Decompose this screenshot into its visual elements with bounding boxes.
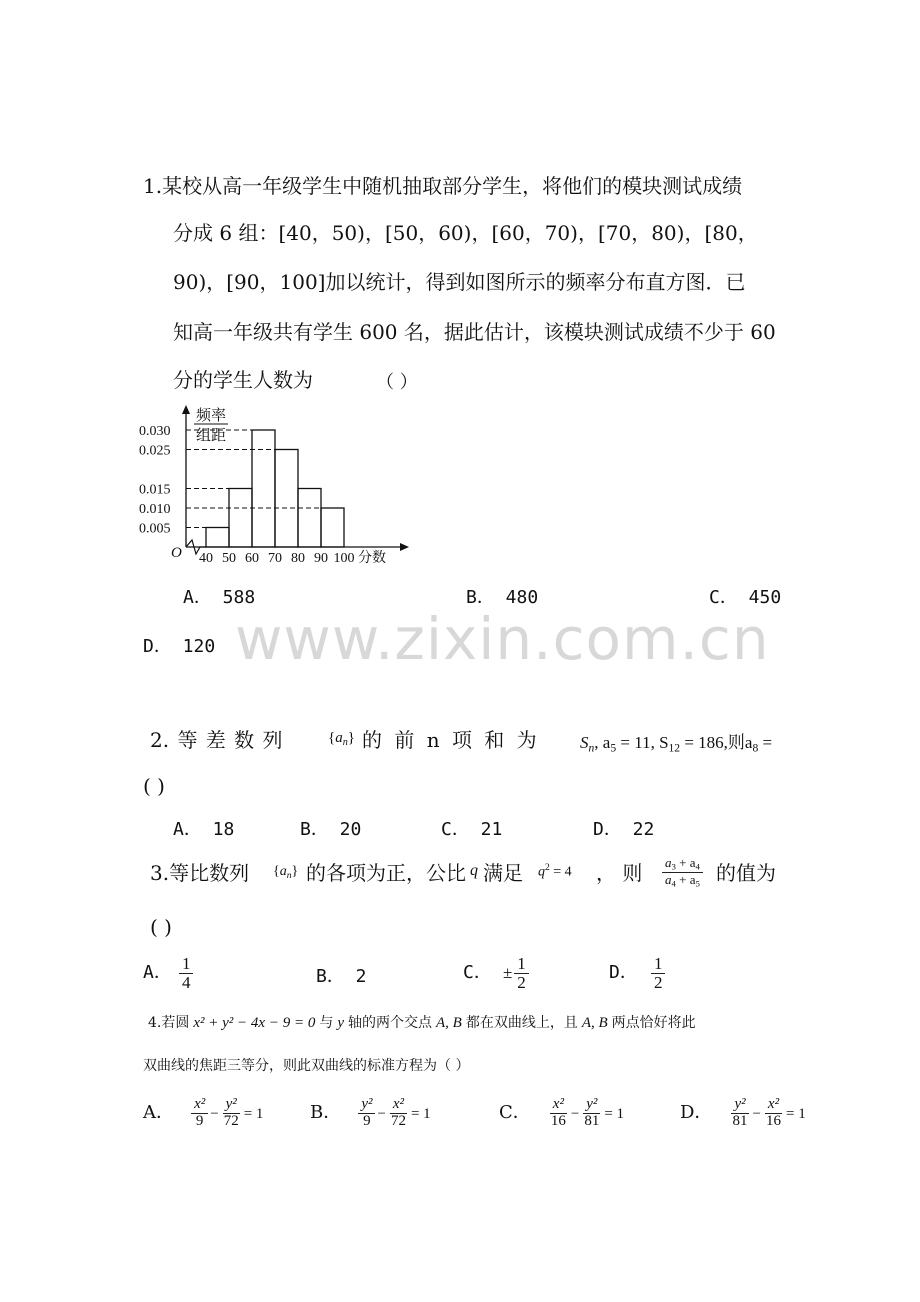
bar-[60,70)	[252, 430, 275, 547]
q1-line-1: 1.某校从高一年级学生中随机抽取部分学生，将他们的模块测试成绩	[143, 174, 743, 198]
y-tick-label: 0.005	[139, 521, 171, 537]
y-tick-label: 0.015	[139, 482, 171, 498]
q3-option-a[interactable]: A． $\frac{1}{4}$	[143, 955, 195, 992]
y-tick-label: 0.030	[139, 424, 171, 439]
y-tick-label: 0.010	[139, 502, 171, 517]
q4-option-b[interactable]: B． $\frac{\text{y²}}{9}$ − $\frac{\text{x²}}{72}$ = 1	[310, 1096, 431, 1129]
q1-line-2: 分成 6 组：[40，50)，[50，60)，[60，70)，[70，80)，[80，	[173, 221, 758, 245]
x-axis-arrow	[400, 543, 409, 551]
ylabel-top: 频率	[196, 408, 227, 424]
q2-option-c[interactable]: C． 21	[441, 819, 503, 840]
q1-option-b[interactable]: B． 480	[466, 587, 539, 608]
q3-fraction: $\frac{a_3 + a_4}{a_4 + a_5}$	[660, 856, 705, 889]
q3-option-d[interactable]: D． $\frac{1}{2}$	[609, 955, 667, 992]
q2-sequence: $\{a_n\}$	[328, 730, 355, 749]
y-tick-label: 0.025	[139, 443, 171, 459]
x-tick-label: 50	[222, 551, 236, 566]
q1-line-5: 分的学生人数为	[173, 368, 313, 392]
q1-option-c[interactable]: C． 450	[709, 587, 782, 608]
q2-option-d[interactable]: D． 22	[593, 819, 655, 840]
q3-mid2: 满足	[483, 861, 523, 885]
q1-answer-paren: （ ）	[376, 372, 418, 393]
x-tick-label: 40	[199, 551, 213, 566]
bar-[40,50)	[206, 528, 229, 548]
ylabel-bottom: 组距	[196, 428, 227, 444]
q2-answer-paren: ( )	[143, 774, 165, 798]
q4-option-c[interactable]: C． $\frac{\text{x²}}{16}$ − $\frac{\text{y²}}{81}$ = 1	[499, 1096, 625, 1129]
x-tick-label: 100	[333, 551, 355, 566]
q4-option-a[interactable]: A． $\frac{\text{x²}}{9}$ − $\frac{\text{y²}}{72}$ = 1	[143, 1096, 264, 1129]
y-axis-arrow	[182, 405, 190, 414]
q3-suffix: 的值为	[716, 861, 776, 885]
q3-answer-paren: ( )	[150, 915, 172, 939]
origin-label: O	[171, 545, 182, 561]
q3-q: q	[470, 862, 478, 879]
bar-[90,100]	[321, 508, 344, 547]
q2-prefix: 2. 等 差 数 列	[150, 728, 283, 752]
q2-option-b[interactable]: B． 20	[300, 819, 362, 840]
q3-q-condition: $q^2 = 4$	[538, 863, 572, 880]
q3-sequence: $\{a_n\}$	[273, 864, 299, 881]
q1-line-3: 90)，[90，100]加以统计，得到如图所示的频率分布直方图．已	[173, 270, 746, 294]
x-tick-label: 80	[291, 551, 305, 566]
x-tick-label: 90	[314, 551, 328, 566]
frequency-histogram	[130, 400, 410, 572]
q3-mid: 的各项为正，公比	[306, 861, 466, 885]
q4-line-1: 4.若圆 x² + y² − 4x − 9 = 0 与 y 轴的两个交点 A, B 都在双曲线上，且 A, B 两点恰好将此	[148, 1015, 696, 1031]
watermark: www.zixin.com.cn	[235, 605, 770, 673]
q1-option-a[interactable]: A． 588	[183, 587, 256, 608]
q3-option-c[interactable]: C． ± $\frac{1}{2}$	[463, 955, 531, 992]
x-tick-label: 60	[245, 551, 259, 566]
bar-[50,60)	[229, 489, 252, 548]
q4-option-d[interactable]: D． $\frac{\text{y²}}{81}$ − $\frac{\text{x²}}{16}$ = 1	[680, 1096, 806, 1129]
x-axis-label: 分数	[358, 550, 386, 566]
x-tick-label: 70	[268, 551, 282, 566]
q3-prefix: 3.等比数列	[150, 861, 250, 885]
q2-condition: $S_n$, $a_5 = 11$, $S_{12} = 186$,则$a_8$ =	[580, 733, 773, 755]
q2-mid: 的 前 n 项 和 为	[362, 728, 537, 752]
q2-option-a[interactable]: A． 18	[173, 819, 235, 840]
q4-line-2: 双曲线的焦距三等分，则此双曲线的标准方程为（ ）	[143, 1058, 470, 1074]
q3-option-b[interactable]: B． 2	[316, 966, 367, 987]
q1-option-d[interactable]: D． 120	[143, 636, 216, 657]
bar-[70,80)	[275, 450, 298, 548]
bar-[80,90)	[298, 489, 321, 548]
q3-mid3: ， 则	[596, 861, 643, 885]
q1-line-4: 知高一年级共有学生 600 名，据此估计，该模块测试成绩不少于 60	[173, 320, 776, 344]
